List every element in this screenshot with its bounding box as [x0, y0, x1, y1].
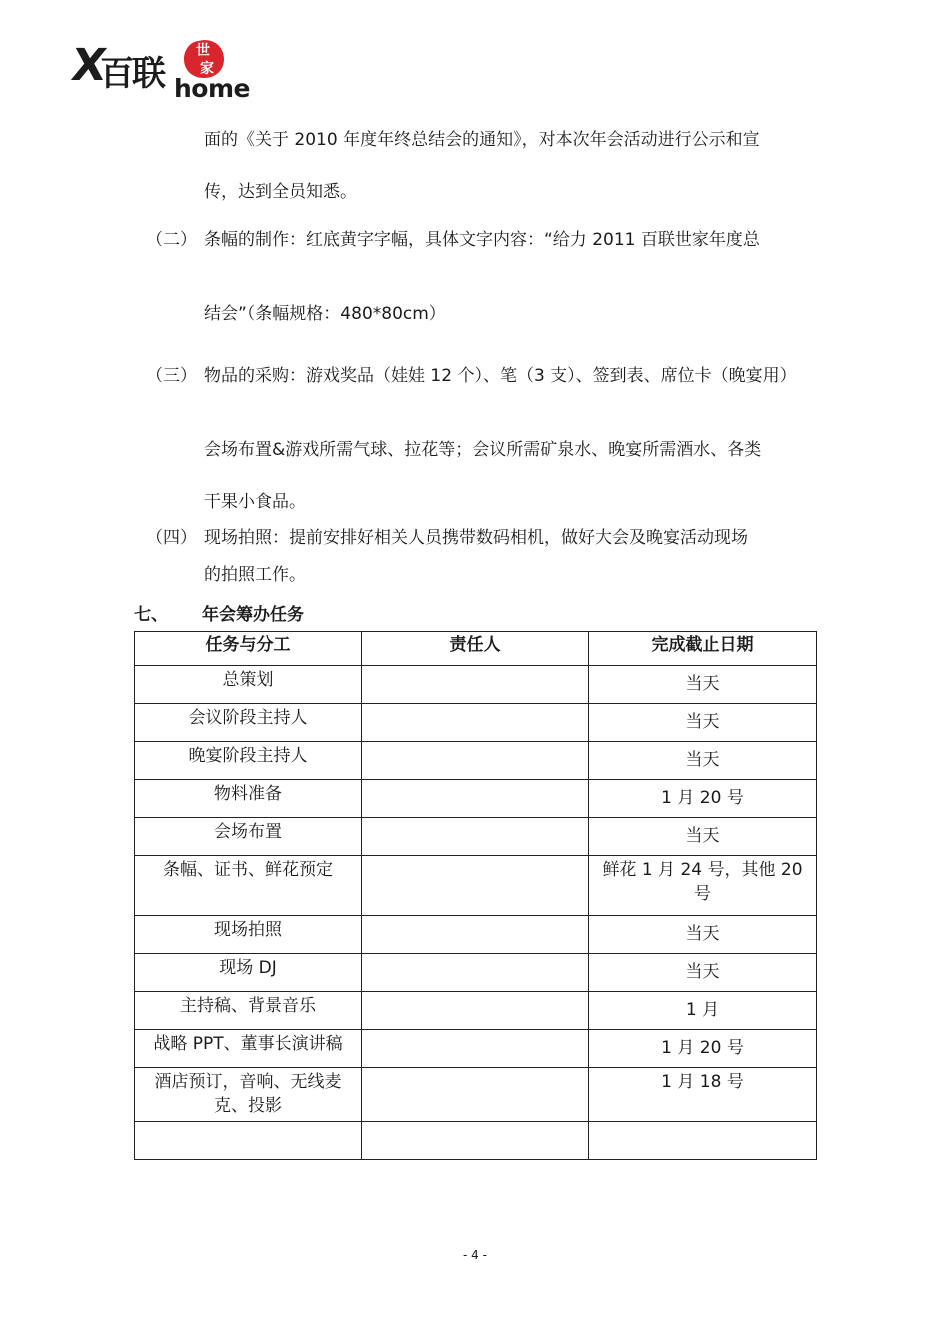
table-header-row — [135, 632, 817, 666]
table-row — [135, 780, 817, 818]
page-number: - 4 - — [463, 1248, 487, 1262]
task-cell: 总策划 — [135, 666, 362, 704]
due-cell: 当天 — [589, 666, 817, 704]
paragraph-line: 的拍照工作。 — [204, 565, 306, 585]
section-title: 年会筹办任务 — [202, 605, 304, 625]
task-cell: 现场拍照 — [135, 916, 362, 954]
item-label: （四） — [146, 528, 197, 548]
due-cell: 1 月 — [589, 992, 817, 1030]
owner-cell — [362, 1122, 589, 1160]
task-cell: 主持稿、背景音乐 — [135, 992, 362, 1030]
column-header-due: 完成截止日期 — [589, 632, 817, 666]
owner-cell — [362, 742, 589, 780]
owner-cell — [362, 954, 589, 992]
owner-cell — [362, 666, 589, 704]
logo-seal-char-2: 家 — [200, 61, 214, 77]
due-cell: 鲜花 1 月 24 号，其他 20 号 — [589, 856, 817, 916]
due-cell: 1 月 18 号 — [589, 1068, 817, 1122]
table-row — [135, 954, 817, 992]
table-row — [135, 856, 817, 916]
task-cell: 晚宴阶段主持人 — [135, 742, 362, 780]
paragraph-line: 传，达到全员知悉。 — [204, 182, 357, 202]
paragraph-line: 干果小食品。 — [204, 492, 306, 512]
paragraph-line: 物品的采购：游戏奖品（娃娃 12 个）、笔（3 支）、签到表、席位卡（晚宴用） — [204, 366, 797, 386]
table-row — [135, 992, 817, 1030]
task-cell: 现场 DJ — [135, 954, 362, 992]
due-cell: 1 月 20 号 — [589, 780, 817, 818]
company-logo — [68, 38, 252, 104]
due-cell: 当天 — [589, 742, 817, 780]
due-cell: 当天 — [589, 704, 817, 742]
table-row — [135, 1030, 817, 1068]
paragraph-line: 结会”（条幅规格：480*80cm） — [204, 304, 446, 324]
table-row — [135, 1068, 817, 1122]
section-number: 七、 — [134, 605, 168, 625]
task-table — [134, 631, 817, 1160]
table-row — [135, 1122, 817, 1160]
column-header-owner: 责任人 — [362, 632, 589, 666]
owner-cell — [362, 916, 589, 954]
task-cell: 物料准备 — [135, 780, 362, 818]
table-row — [135, 704, 817, 742]
owner-cell — [362, 856, 589, 916]
logo-seal-char-1: 世 — [196, 43, 210, 59]
task-cell: 酒店预订，音响、无线麦克、投影 — [135, 1068, 362, 1122]
table-row — [135, 916, 817, 954]
logo-brand-name: 百联 — [100, 54, 164, 94]
logo-home-text: home — [174, 74, 250, 103]
due-cell: 当天 — [589, 954, 817, 992]
logo-x-mark: X — [68, 40, 110, 91]
paragraph-line: 面的《关于 2010 年度年终总结会的通知》，对本次年会活动进行公示和宣 — [204, 130, 760, 150]
owner-cell — [362, 1030, 589, 1068]
task-cell — [135, 1122, 362, 1160]
item-label: （二） — [146, 230, 197, 250]
item-label: （三） — [146, 366, 197, 386]
task-cell: 战略 PPT、董事长演讲稿 — [135, 1030, 362, 1068]
due-cell: 1 月 20 号 — [589, 1030, 817, 1068]
due-cell: 当天 — [589, 916, 817, 954]
paragraph-line: 现场拍照：提前安排好相关人员携带数码相机，做好大会及晚宴活动现场 — [204, 528, 748, 548]
due-cell: 当天 — [589, 818, 817, 856]
paragraph-line: 会场布置&游戏所需气球、拉花等；会议所需矿泉水、晚宴所需酒水、各类 — [204, 440, 762, 460]
table-row — [135, 818, 817, 856]
task-cell: 条幅、证书、鲜花预定 — [135, 856, 362, 916]
table-row — [135, 742, 817, 780]
table-row — [135, 666, 817, 704]
owner-cell — [362, 1068, 589, 1122]
due-cell — [589, 1122, 817, 1160]
paragraph-line: 条幅的制作：红底黄字字幅，具体文字内容：“给力 2011 百联世家年度总 — [204, 230, 760, 250]
owner-cell — [362, 704, 589, 742]
task-cell: 会场布置 — [135, 818, 362, 856]
task-cell: 会议阶段主持人 — [135, 704, 362, 742]
column-header-task: 任务与分工 — [135, 632, 362, 666]
owner-cell — [362, 818, 589, 856]
owner-cell — [362, 780, 589, 818]
owner-cell — [362, 992, 589, 1030]
